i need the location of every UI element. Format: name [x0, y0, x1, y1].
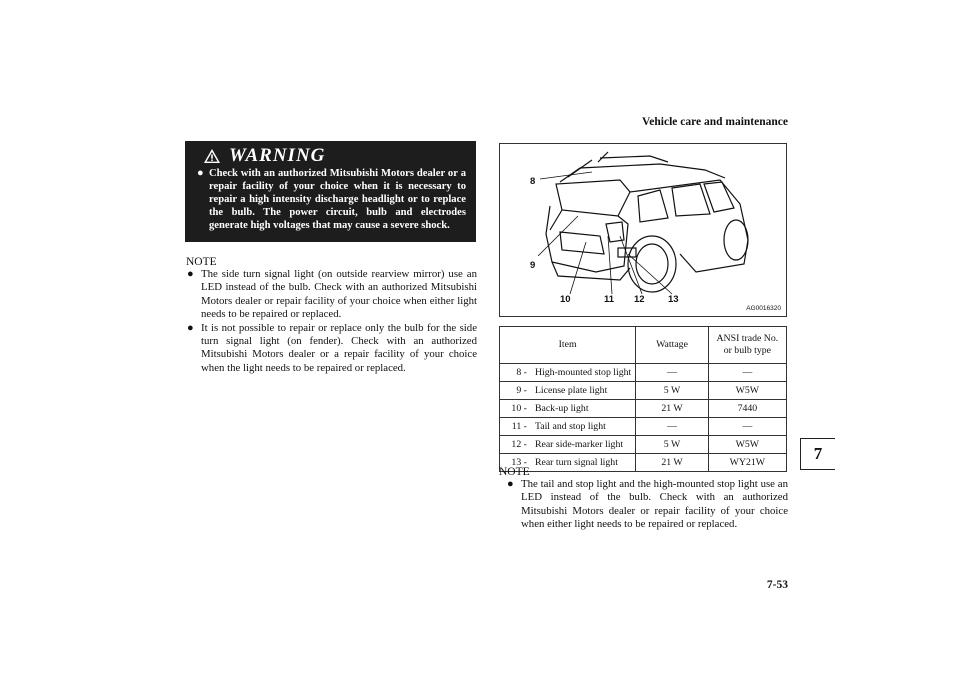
table-header-row [500, 327, 787, 364]
column-header-wattage: Wattage [636, 327, 708, 364]
table-row [500, 454, 787, 472]
row-name: Rear side-marker light [531, 436, 636, 454]
note-label: NOTE [186, 256, 217, 268]
figure-code: AG0016320 [746, 305, 781, 312]
row-ansi: — [708, 364, 786, 382]
row-number: 13 - [500, 454, 531, 472]
section-title: Vehicle care and maintenance [642, 116, 788, 128]
table-row [500, 436, 787, 454]
row-ansi: 7440 [708, 400, 786, 418]
callout-13: 13 [668, 294, 679, 305]
car-rear-illustration [500, 144, 786, 316]
bullet-dot-icon: ● [187, 268, 194, 280]
column-header-ansi: ANSI trade No. or bulb type [708, 327, 786, 364]
row-ansi: W5W [708, 436, 786, 454]
vehicle-rear-figure [499, 143, 787, 317]
row-number: 10 - [500, 400, 531, 418]
note-item [187, 322, 477, 376]
bullet-dot-icon: ● [507, 478, 514, 490]
callout-10: 10 [560, 294, 571, 305]
row-wattage: 5 W [636, 382, 708, 400]
row-ansi: W5W [708, 382, 786, 400]
callout-12: 12 [634, 294, 645, 305]
row-name: High-mounted stop light [531, 364, 636, 382]
note-list [507, 478, 788, 532]
row-wattage: 21 W [636, 400, 708, 418]
warning-header [203, 145, 466, 167]
row-wattage: 5 W [636, 436, 708, 454]
note-text: The tail and stop light and the high-mounted stop light use an LED instead of the bulb. Check with an authorized Mitsubishi Motors dealer or repair facility of your choice when either light needs to be repaired or replaced. [521, 478, 788, 531]
row-name: Tail and stop light [531, 418, 636, 436]
warning-text: Check with an authorized Mitsubishi Motors dealer or a repair facility of your choice when it is necessary to repair a high intensity discharge headlight or to replace the bulb. The power circuit, bulb and electrodes generate high voltages that may cause a severe shock. [209, 168, 466, 231]
warning-title: WARNING [229, 145, 326, 166]
callout-11: 11 [604, 294, 615, 305]
note-list [187, 268, 477, 375]
table-row [500, 382, 787, 400]
row-wattage: 21 W [636, 454, 708, 472]
bullet-dot-icon: ● [187, 321, 194, 334]
callout-9: 9 [530, 260, 536, 271]
page-number: 7-53 [766, 579, 788, 591]
row-number: 12 - [500, 436, 531, 454]
column-header-item: Item [500, 327, 636, 364]
note-item [507, 478, 788, 532]
bulb-table [499, 326, 787, 472]
note-label: NOTE [499, 466, 530, 478]
table-row [500, 400, 787, 418]
row-number: 9 - [500, 382, 531, 400]
warning-box [185, 141, 476, 242]
row-wattage: — [636, 364, 708, 382]
row-wattage: — [636, 418, 708, 436]
chapter-tab: 7 [800, 438, 835, 470]
warning-triangle-icon [203, 148, 221, 164]
bullet-dot-icon: ● [197, 167, 204, 179]
row-ansi: — [708, 418, 786, 436]
row-number: 11 - [500, 418, 531, 436]
note-text: It is not possible to repair or replace only the bulb for the side turn signal light (on fender). Check with an authorized Mitsubishi Motors dealer or a repair facility of your choice when the light needs to be repaired or replaced. [201, 321, 477, 374]
callout-8: 8 [530, 176, 536, 187]
warning-item [197, 167, 466, 232]
row-name: License plate light [531, 382, 636, 400]
row-number: 8 - [500, 364, 531, 382]
note-item [187, 268, 477, 322]
table-row [500, 364, 787, 382]
row-name: Back-up light [531, 400, 636, 418]
row-name: Rear turn signal light [531, 454, 636, 472]
note-text: The side turn signal light (on outside rearview mirror) use an LED instead of the bulb. Check with an authorized Mitsubishi Motors dealer or repair facility of your choice when either light needs to be repaired or replaced. [201, 268, 477, 321]
table-row [500, 418, 787, 436]
row-ansi: WY21W [708, 454, 786, 472]
